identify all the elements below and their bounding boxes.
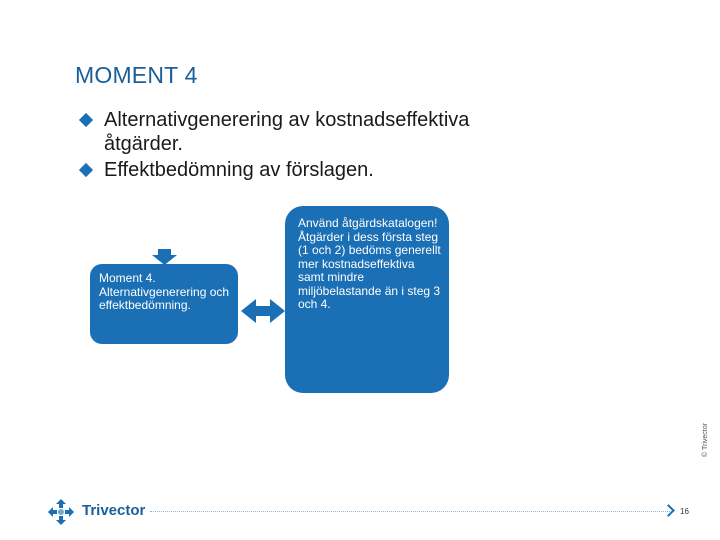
- trivector-logo-icon: [46, 497, 76, 527]
- moment-box-text: Moment 4. Alternativgenerering och effektbedömning.: [99, 271, 230, 312]
- bullet-text: Effektbedömning av förslagen.: [104, 159, 374, 181]
- bullet-text: Alternativgenerering av kostnadseffektiva åtgärder.: [104, 109, 470, 155]
- catalogue-box-text: Använd åtgärdskatalogen! Åtgärder i dess första steg (1 och 2) bedöms generellt mer kostnadseffektiva samt mindre miljöbelastande än i steg 3 och 4.: [298, 216, 441, 311]
- copyright-text: © Trivector: [702, 423, 709, 457]
- double-arrow-icon: [241, 299, 285, 323]
- brand-name: Trivector: [82, 502, 146, 519]
- page-number: 16: [680, 507, 689, 516]
- down-arrow-icon: [152, 249, 177, 265]
- slide-title: MOMENT 4: [75, 62, 198, 88]
- footer-divider: [150, 511, 672, 512]
